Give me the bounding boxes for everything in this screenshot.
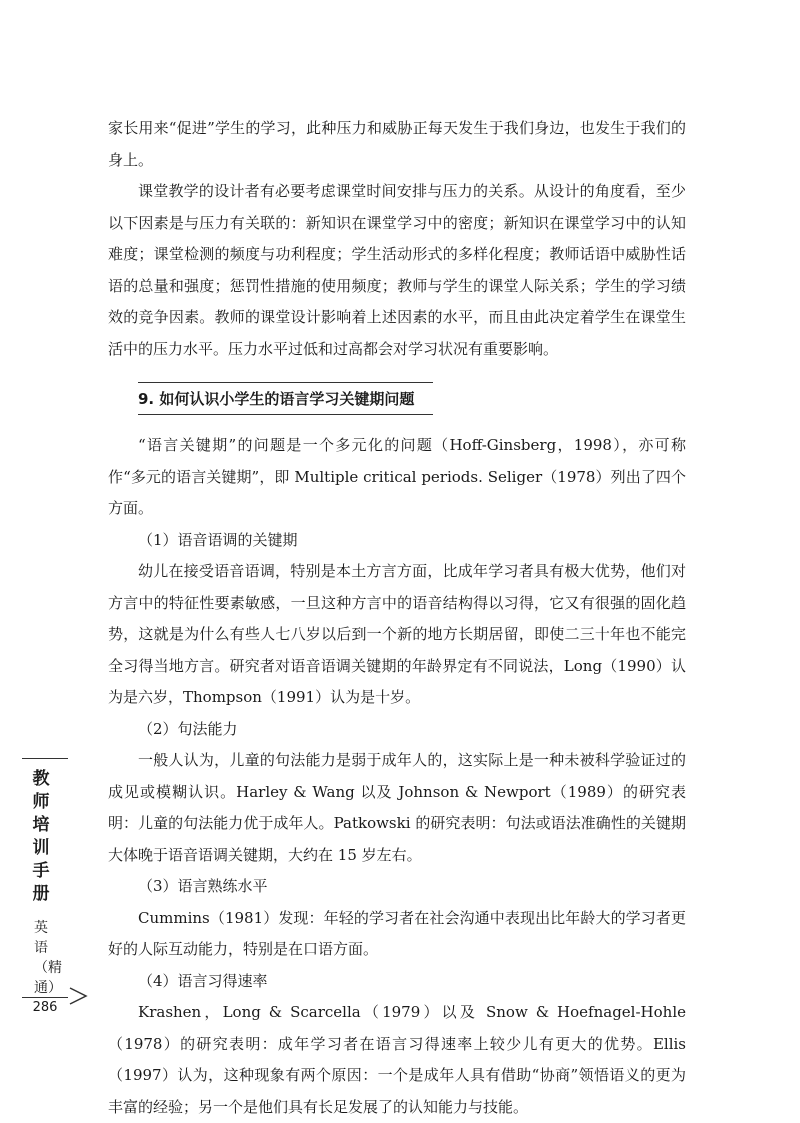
chevron-right-icon <box>68 985 90 1007</box>
subheading: （2）句法能力 <box>138 719 238 738</box>
paragraph: Krashen，Long & Scarcella（1979）以及 Snow & Hoefnagel-Hohle（1978）的研究表明：成年学习者在语言习得速率上较少儿有更大的优势。Ellis（1997）认为，这种现象有两个原因：一个是成年人具有借助“协商”领悟语义的更为丰富的经验；另一个是他们具有长足发展了的认知能力与技能。 <box>108 1003 686 1116</box>
subheading: （4）语言习得速率 <box>138 971 268 990</box>
page-number: 286 <box>32 1000 58 1015</box>
section-body <box>108 430 686 1123</box>
top-text-block <box>108 113 686 365</box>
paragraph: 幼儿在接受语音语调，特别是本土方言方面，比成年学习者具有极大优势，他们对方言中的特征性要素敏感，一旦这种方言中的语音结构得以习得，它又有很强的固化趋势，这就是为什么有些人七八岁以后到一个新的地方长期居留，即使二三十年也不能完全习得当地方言。研究者对语音语调关键期的年龄界定有不同说法，Long（1990）认为是六岁，Thompson（1991）认为是十岁。 <box>108 562 686 706</box>
side-tab <box>22 760 60 998</box>
subheading: （3）语言熟练水平 <box>138 877 268 895</box>
subheading: （1）语音语调的关键期 <box>138 530 298 549</box>
side-tab-subtitle: 英语（精通） <box>34 920 62 996</box>
side-tab-rule <box>22 758 68 759</box>
paragraph: Cummins（1981）发现：年轻的学习者在社会沟通中表现出比年龄大的学习者更好的人际互动能力，特别是在口语方面。 <box>108 908 686 958</box>
paragraph: 一般人认为，儿童的句法能力是弱于成年人的，这实际上是一种未被科学验证过的成见或模糊认识。Harley & Wang 以及 Johnson & Newport（1989）的研究表明：儿童的句法能力优于成年人。Patkowski 的研究表明：句法或语法准确性的关键期大体晚于语音语调关键期，大约在 15 岁左右。 <box>108 751 686 864</box>
section-intro: “语言关键期”的问题是一个多元化的问题（Hoff-Ginsberg，1998），亦可称作“多元的语言关键期”，即 Multiple critical periods. Seliger（1978）列出了四个方面。 <box>108 436 686 517</box>
paragraph: 课堂教学的设计者有必要考虑课堂时间安排与压力的关系。从设计的角度看，至少以下因素是与压力有关联的：新知识在课堂学习中的密度；新知识在课堂学习中的认知难度；课堂检测的频度与功利程度；学生活动形式的多样化程度；教师话语中威胁性话语的总量和强度；惩罚性措施的使用频度；教师与学生的课堂人际关系；学生的学习绩效的竞争因素。教师的课堂设计影响着上述因素的水平，而且由此决定着学生在课堂生活中的压力水平。压力水平过低和过高都会对学习状况有重要影响。 <box>108 182 686 358</box>
paragraph: 家长用来“促进”学生的学习，此种压力和威胁正每天发生于我们身边，也发生于我们的身上。 <box>108 119 686 169</box>
section-heading: 9. 如何认识小学生的语言学习关键期问题 <box>138 382 433 415</box>
side-tab-rule <box>22 997 68 998</box>
side-tab-title: 教师培训手册 <box>32 769 50 904</box>
